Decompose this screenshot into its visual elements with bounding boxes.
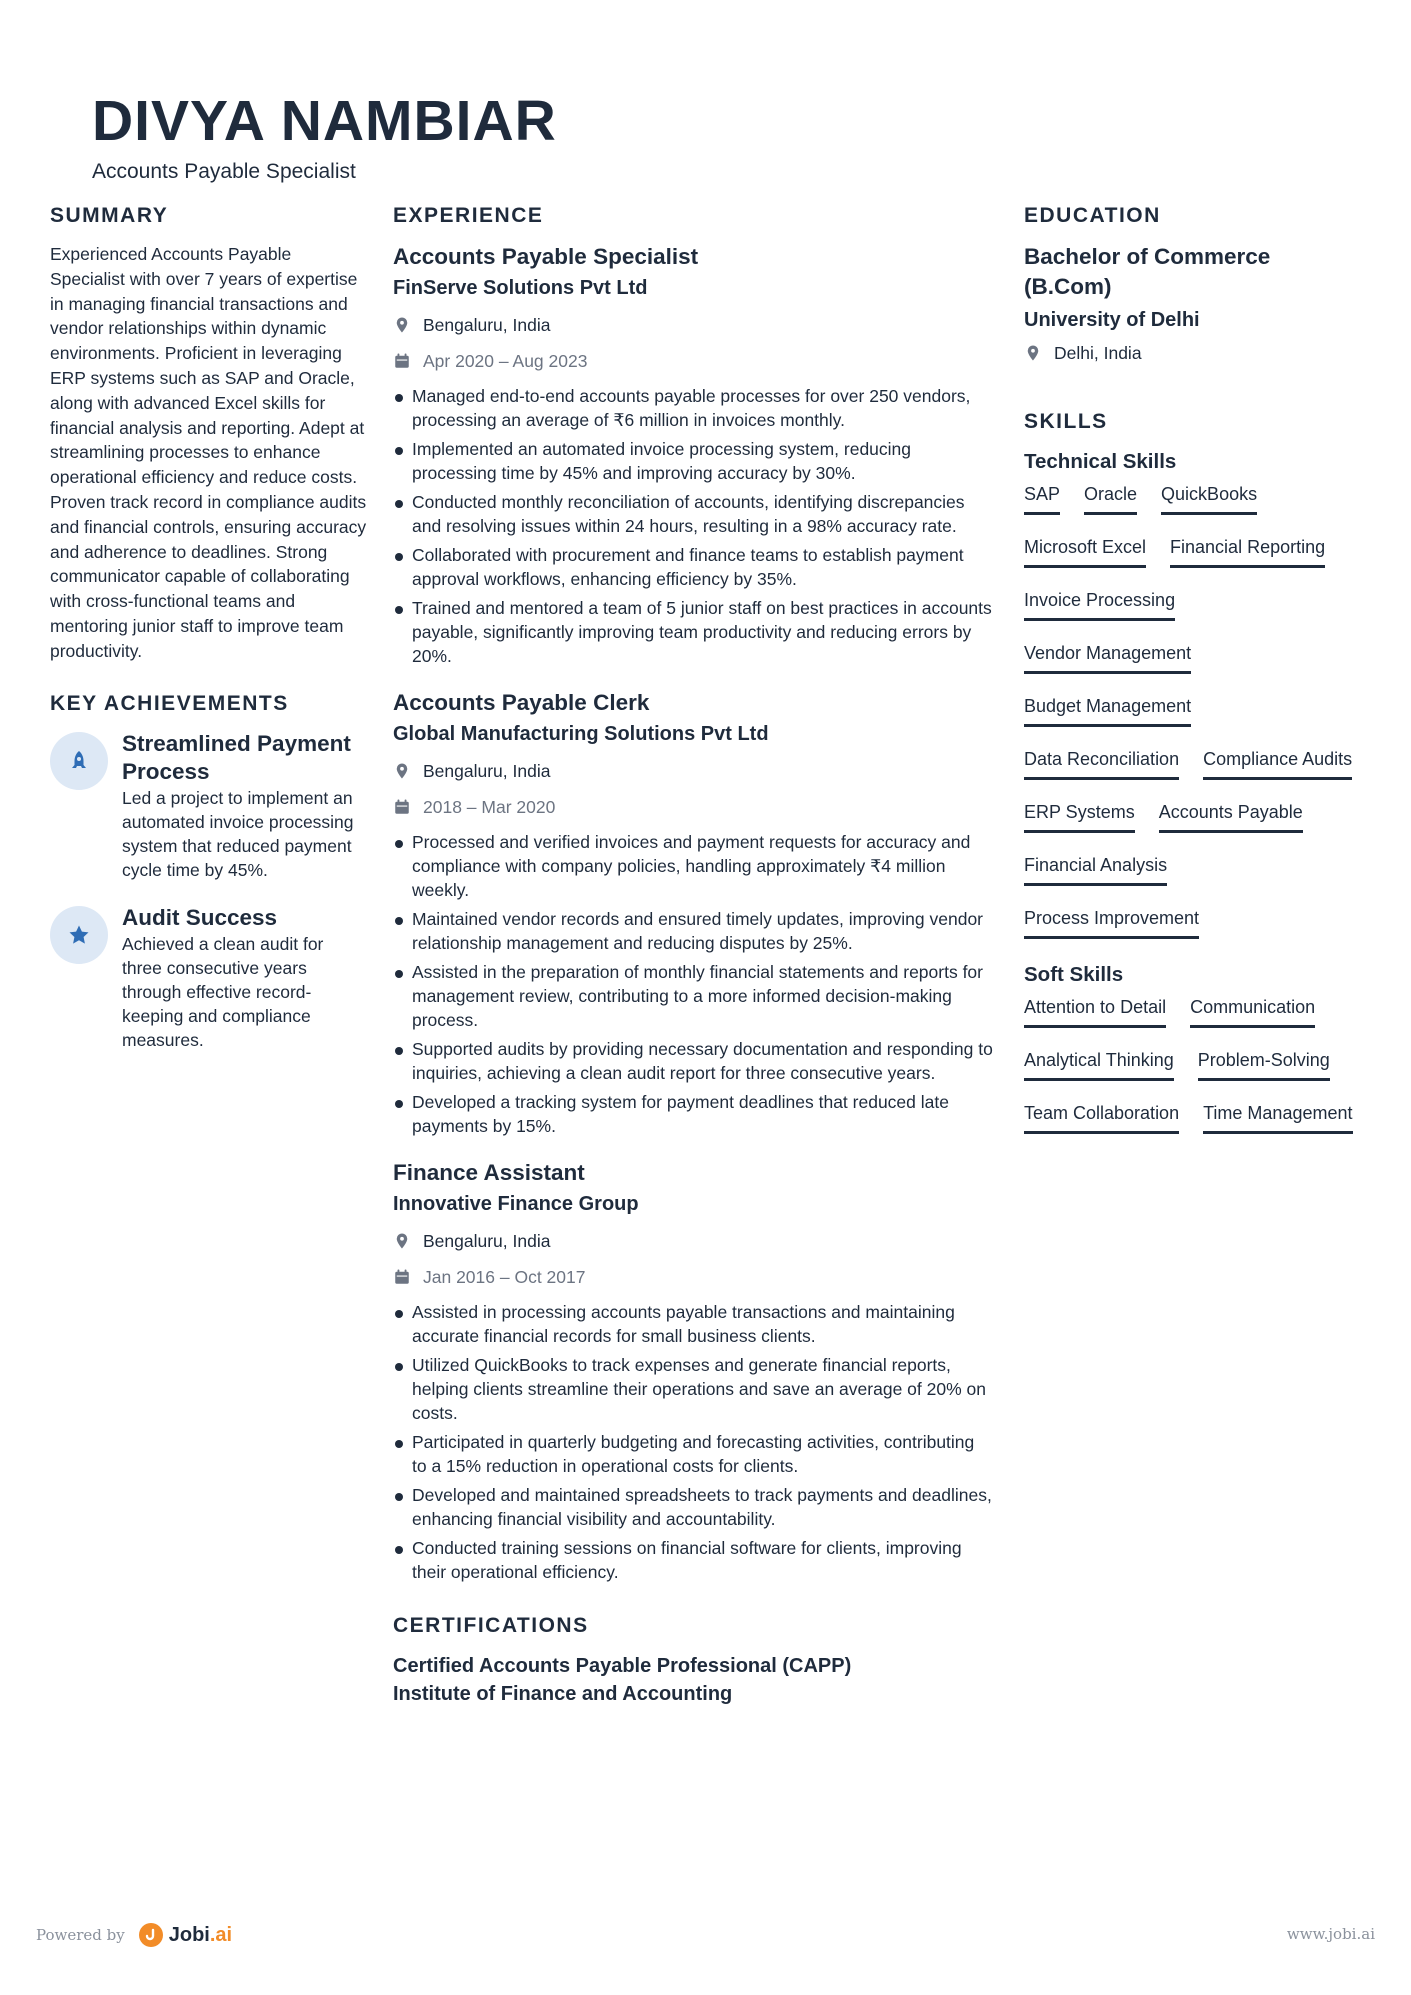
summary-heading: SUMMARY (50, 204, 169, 227)
job-bullet: Supported audits by providing necessary documentation and responding to inquiries, achieving a clean audit report for three consecutive years. (393, 1037, 993, 1085)
job-location (393, 758, 993, 784)
job-bullet: Maintained vendor records and ensured timely updates, improving vendor relationship management and reducing disputes by 25%. (393, 907, 993, 955)
location-pin-icon (1024, 344, 1042, 362)
job-bullet: Utilized QuickBooks to track expenses and generate financial reports, helping clients streamline their operations and save an average of 20% on costs. (393, 1353, 993, 1425)
job-dates (393, 1264, 993, 1290)
job-entry (393, 1158, 993, 1584)
job-bullet: Participated in quarterly budgeting and forecasting activities, contributing to a 15% reduction in operational costs for clients. (393, 1430, 993, 1478)
job-dates-text: 2018 – Mar 2020 (423, 796, 556, 817)
job-bullet: Assisted in processing accounts payable transactions and maintaining accurate financial records for small business clients. (393, 1300, 993, 1348)
skill-tag: Problem-Solving (1198, 1048, 1330, 1081)
right-column (1024, 204, 1364, 1134)
skill-tag: Financial Reporting (1170, 535, 1325, 568)
job-location-text: Bengaluru, India (423, 760, 551, 781)
education-degree: Bachelor of Commerce (B.Com) (1024, 244, 1271, 299)
rocket-icon (50, 732, 108, 790)
skill-tag: Analytical Thinking (1024, 1048, 1174, 1081)
achievements-heading: KEY ACHIEVEMENTS (50, 691, 289, 715)
job-bullet: Implemented an automated invoice processing system, reducing processing time by 45% and improving accuracy by 30%. (393, 437, 993, 485)
middle-column (393, 204, 993, 1708)
job-bullet: Managed end-to-end accounts payable processes for over 250 vendors, processing an average of ₹6 million in invoices monthly. (393, 384, 993, 432)
calendar-icon (393, 352, 411, 370)
calendar-icon (393, 1268, 411, 1286)
achievement-desc: Achieved a clean audit for three consecutive years through effective record-keeping and compliance measures. (122, 933, 324, 1050)
skill-tag: Communication (1190, 995, 1315, 1028)
job-company: FinServe Solutions Pvt Ltd (393, 277, 648, 299)
skill-tag: QuickBooks (1161, 482, 1257, 515)
location-pin-icon (393, 762, 411, 780)
soft-skills-list (1024, 995, 1364, 1134)
job-dates-text: Apr 2020 – Aug 2023 (423, 350, 588, 371)
job-bullets (393, 384, 993, 668)
skill-tag: Time Management (1203, 1101, 1352, 1134)
skills-heading: SKILLS (1024, 410, 1108, 433)
job-entry (393, 242, 993, 668)
skill-tag: Compliance Audits (1203, 747, 1352, 780)
skill-tag: Data Reconciliation (1024, 747, 1179, 780)
left-column (50, 204, 368, 1074)
education-location (1024, 340, 1364, 366)
jobi-logo-icon (139, 1923, 163, 1947)
candidate-name: DIVYA NAMBIAR (92, 89, 557, 153)
page-footer (0, 1921, 1411, 1951)
skill-tag: ERP Systems (1024, 800, 1135, 833)
skill-tag: Budget Management (1024, 694, 1191, 727)
skill-tag: Attention to Detail (1024, 995, 1166, 1028)
location-pin-icon (393, 1232, 411, 1250)
skill-tag: Accounts Payable (1159, 800, 1303, 833)
job-bullet: Conducted monthly reconciliation of accounts, identifying discrepancies and resolving issues within 24 hours, resulting in a 98% accuracy rate. (393, 490, 993, 538)
summary-text: Experienced Accounts Payable Specialist with over 7 years of expertise in managing financial transactions and vendor relationships within dynamic environments. Proficient in leveraging ERP systems such as SAP and Oracle, along with advanced Excel skills for financial analysis and reporting. Adept at streamlining processes to enhance operational efficiency and reduce costs. Proven track record in compliance audits and financial controls, ensuring accuracy and adherence to deadlines. Strong communicator capable of collaborating with cross-functional teams and mentoring junior staff to improve team productivity. (50, 244, 367, 661)
job-bullet: Conducted training sessions on financial software for clients, improving their operational efficiency. (393, 1536, 993, 1584)
education-school: University of Delhi (1024, 309, 1200, 331)
job-title: Finance Assistant (393, 1160, 585, 1185)
skill-tag: Invoice Processing (1024, 588, 1175, 621)
powered-by-label: Powered by (36, 1926, 125, 1944)
job-location-text: Bengaluru, India (423, 314, 551, 335)
skill-tag: Vendor Management (1024, 641, 1191, 674)
job-bullets (393, 1300, 993, 1584)
achievement-title: Streamlined Payment Process (122, 730, 351, 784)
job-bullet: Processed and verified invoices and payment requests for accuracy and compliance with company policies, handling approximately ₹4 million weekly. (393, 830, 993, 902)
job-dates (393, 348, 993, 374)
job-location (393, 312, 993, 338)
job-bullets (393, 830, 993, 1138)
certification-org: Institute of Finance and Accounting (393, 1683, 733, 1705)
jobi-logo[interactable] (139, 1923, 232, 1947)
site-link[interactable]: www.jobi.ai (1286, 1925, 1375, 1943)
soft-skills-title: Soft Skills (1024, 963, 1124, 986)
candidate-title: Accounts Payable Specialist (92, 160, 356, 183)
achievement-title: Audit Success (122, 904, 278, 930)
job-company: Global Manufacturing Solutions Pvt Ltd (393, 723, 769, 745)
certification-name: Certified Accounts Payable Professional (CAPP) (393, 1655, 852, 1677)
achievement-item (50, 904, 368, 1052)
certifications-section (393, 1614, 993, 1708)
skill-tag: SAP (1024, 482, 1060, 515)
achievement-desc: Led a project to implement an automated invoice processing system that reduced payment cycle time by 45%. (122, 787, 354, 880)
job-dates (393, 794, 993, 820)
location-pin-icon (393, 316, 411, 334)
job-title: Accounts Payable Specialist (393, 244, 699, 269)
jobi-logo-text: Jobi.ai (168, 1923, 233, 1946)
job-location-text: Bengaluru, India (423, 1230, 551, 1251)
education-heading: EDUCATION (1024, 204, 1161, 227)
job-entry (393, 688, 993, 1138)
job-bullet: Developed and maintained spreadsheets to track payments and deadlines, enhancing financial visibility and accountability. (393, 1483, 993, 1531)
skill-tag: Oracle (1084, 482, 1137, 515)
job-location (393, 1228, 993, 1254)
experience-heading: EXPERIENCE (393, 204, 544, 227)
star-icon (50, 906, 108, 964)
skill-tag: Process Improvement (1024, 906, 1199, 939)
achievement-item (50, 730, 368, 882)
job-bullet: Trained and mentored a team of 5 junior staff on best practices in accounts payable, significantly improving team productivity and reducing errors by 20%. (393, 596, 993, 668)
powered-by (36, 1923, 232, 1947)
calendar-icon (393, 798, 411, 816)
technical-skills-list (1024, 482, 1364, 939)
skill-tag: Team Collaboration (1024, 1101, 1179, 1134)
job-bullet: Collaborated with procurement and finance teams to establish payment approval workflows, enhancing efficiency by 35%. (393, 543, 993, 591)
resume-header (92, 86, 557, 184)
job-bullet: Assisted in the preparation of monthly financial statements and reports for management review, contributing to a more informed decision-making process. (393, 960, 993, 1032)
certifications-heading: CERTIFICATIONS (393, 1614, 589, 1637)
job-bullet: Developed a tracking system for payment deadlines that reduced late payments by 15%. (393, 1090, 993, 1138)
skill-tag: Microsoft Excel (1024, 535, 1146, 568)
job-dates-text: Jan 2016 – Oct 2017 (423, 1266, 586, 1287)
education-location-text: Delhi, India (1054, 342, 1142, 363)
technical-skills-title: Technical Skills (1024, 450, 1177, 473)
job-title: Accounts Payable Clerk (393, 690, 650, 715)
skill-tag: Financial Analysis (1024, 853, 1167, 886)
job-company: Innovative Finance Group (393, 1193, 639, 1215)
